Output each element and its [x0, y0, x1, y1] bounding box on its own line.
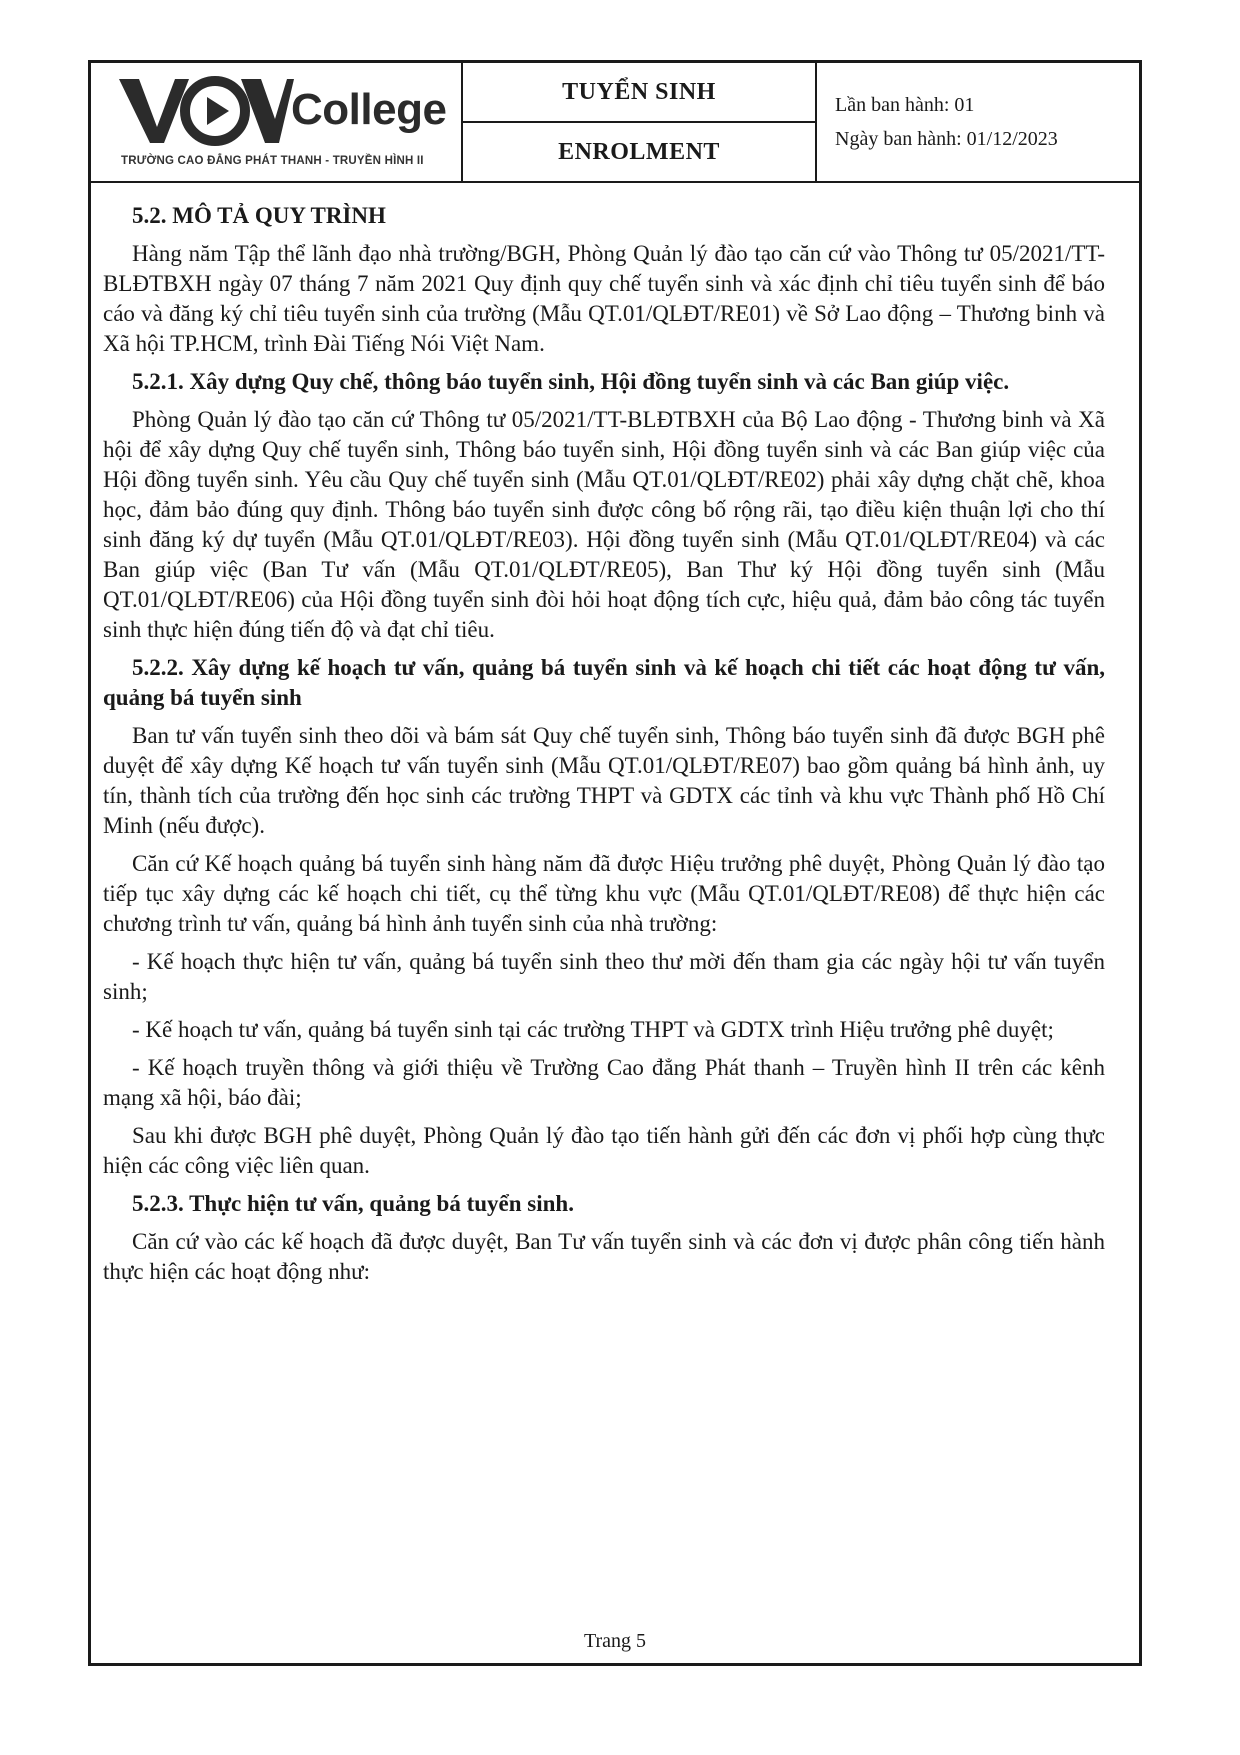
list-item: - Kế hoạch thực hiện tư vấn, quảng bá tuyển sinh theo thư mời đến tham gia các ngày hội tư vấn tuyển sinh;: [103, 949, 1105, 1004]
title-cell: [463, 63, 817, 181]
title-english: ENROLMENT: [558, 138, 720, 165]
subsection-1-heading: 5.2.1. Xây dựng Quy chế, thông báo tuyển sinh, Hội đồng tuyển sinh và các Ban giúp việc.: [132, 369, 1010, 394]
subsection-2-paragraph-1: Ban tư vấn tuyển sinh theo dõi và bám sát Quy chế tuyển sinh, Thông báo tuyển sinh đã được BGH phê duyệt để xây dựng Kế hoạch tư vấn tuyển sinh (Mẫu QT.01/QLĐT/RE07) bao gồm quảng bá hình ảnh, uy tín, thành tích của trường đến học sinh các trường THPT và GDTX các tỉnh và khu vực Thành phố Hồ Chí Minh (nếu được).: [103, 723, 1105, 838]
intro-paragraph: Hàng năm Tập thể lãnh đạo nhà trường/BGH, Phòng Quản lý đào tạo căn cứ vào Thông tư 05/2021/TT-BLĐTBXH ngày 07 tháng 7 năm 2021 Quy định quy chế tuyển sinh và xác định chỉ tiêu tuyển sinh để báo cáo và đăng ký chỉ tiêu tuyển sinh của trường (Mẫu QT.01/QLĐT/RE01) về Sở Lao động – Thương binh và Xã hội TP.HCM, trình Đài Tiếng Nói Việt Nam.: [103, 241, 1105, 356]
section-heading: 5.2. MÔ TẢ QUY TRÌNH: [132, 203, 386, 228]
list-item: - Kế hoạch tư vấn, quảng bá tuyển sinh tại các trường THPT và GDTX trình Hiệu trưởng phê duyệt;: [132, 1017, 1054, 1042]
page-frame: [88, 60, 1142, 1666]
document-header: [91, 63, 1139, 183]
vov-logo-icon: [119, 71, 294, 151]
logo-brand-text: VOV: [119, 71, 122, 72]
subsection-3-heading: 5.2.3. Thực hiện tư vấn, quảng bá tuyển sinh.: [132, 1191, 574, 1216]
issue-date: Ngày ban hành: 01/12/2023: [835, 128, 1058, 150]
page-number: Trang 5: [583, 1630, 647, 1652]
logo-subtitle: TRƯỜNG CAO ĐẲNG PHÁT THANH - TRUYỀN HÌNH II: [121, 155, 424, 167]
subsection-2-paragraph-3: Sau khi được BGH phê duyệt, Phòng Quản lý đào tạo tiến hành gửi đến các đơn vị phối hợp cùng thực hiện các công việc liên quan.: [103, 1123, 1105, 1178]
subsection-3-body: Căn cứ vào các kế hoạch đã được duyệt, Ban Tư vấn tuyển sinh và các đơn vị được phân công tiến hành thực hiện các hoạt động như:: [103, 1229, 1105, 1284]
document-body: [91, 185, 1139, 1295]
subsection-1-body: Phòng Quản lý đào tạo căn cứ Thông tư 05/2021/TT-BLĐTBXH của Bộ Lao động - Thương binh và Xã hội để xây dựng Quy chế tuyển sinh, Thông báo tuyển sinh, Hội đồng tuyển sinh và các Ban giúp việc của Hội đồng tuyển sinh. Yêu cầu Quy chế tuyển sinh (Mẫu QT.01/QLĐT/RE02) phải xây dựng chặt chẽ, khoa học, đảm bảo đúng quy định. Thông báo tuyển sinh được công bố rộng rãi, tạo điều kiện thuận lợi cho thí sinh đăng ký dự tuyển (Mẫu QT.01/QLĐT/RE03). Hội đồng tuyển sinh (Mẫu QT.01/QLĐT/RE04) và các Ban giúp việc (Ban Tư vấn (Mẫu QT.01/QLĐT/RE05), Ban Thư ký Hội đồng tuyển sinh (Mẫu QT.01/QLĐT/RE06) của Hội đồng tuyển sinh đòi hỏi hoạt động tích cực, hiệu quả, đảm bảo công tác tuyển sinh thực hiện đúng tiến độ và đạt chỉ tiêu.: [103, 407, 1105, 642]
issue-info-cell: [817, 63, 1139, 181]
title-vietnamese: TUYỂN SINH: [463, 63, 815, 123]
subsection-2-paragraph-2: Căn cứ Kế hoạch quảng bá tuyển sinh hàng năm đã được Hiệu trưởng phê duyệt, Phòng Quản lý đào tạo tiếp tục xây dựng các kế hoạch chi tiết, cụ thể từng khu vực (Mẫu QT.01/QLĐT/RE08) để thực hiện các chương trình tư vấn, quảng bá hình ảnh tuyển sinh của nhà trường:: [103, 851, 1105, 936]
logo-cell: [91, 63, 463, 181]
issue-number: Lần ban hành: 01: [835, 94, 975, 116]
list-item: - Kế hoạch truyền thông và giới thiệu về Trường Cao đẳng Phát thanh – Truyền hình II trên các kênh mạng xã hội, báo đài;: [103, 1055, 1105, 1110]
subsection-2-heading: 5.2.2. Xây dựng kế hoạch tư vấn, quảng bá tuyển sinh và kế hoạch chi tiết các hoạt động tư vấn, quảng bá tuyển sinh: [103, 655, 1105, 710]
logo-college-text: College: [291, 85, 447, 134]
